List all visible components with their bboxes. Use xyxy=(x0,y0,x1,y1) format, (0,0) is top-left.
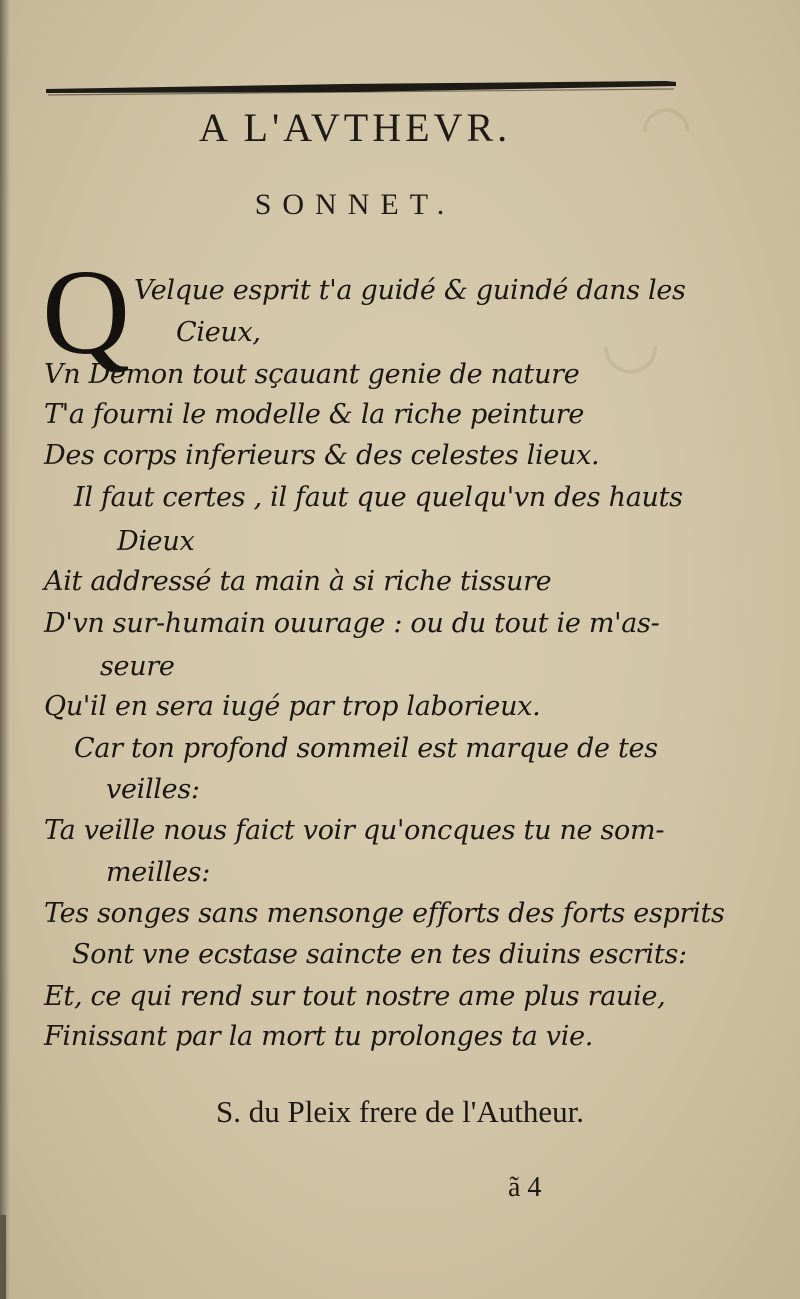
header-rule xyxy=(46,80,676,96)
poem-attribution: S. du Pleix frere de l'Autheur. xyxy=(215,1094,585,1129)
poem-subtitle: SONNET. xyxy=(254,188,456,221)
poem-line: Ait addressé ta main à si riche tissure xyxy=(44,566,552,597)
poem-line: Qu'il en sera iugé par trop laborieux. xyxy=(44,691,541,722)
show-through-mark: ◡ xyxy=(600,304,662,381)
poem-line: Sont vne ecstase saincte en tes diuins escrits: xyxy=(72,939,687,970)
poem-line: Il faut certes , il faut que quelqu'vn des hauts xyxy=(74,482,683,513)
poem-line: Et, ce qui rend sur tout nostre ame plus rauie, xyxy=(44,981,666,1012)
page-binding-edge xyxy=(0,1215,6,1299)
signature-mark: ã 4 xyxy=(508,1172,542,1203)
poem-line: Cieux, xyxy=(176,317,261,348)
show-through-mark: ◠ xyxy=(640,94,693,160)
poem-line: Tes songes sans mensonge efforts des forts esprits xyxy=(44,898,725,929)
page-heading: A L'AVTHEVR. xyxy=(198,105,512,150)
poem-line: Car ton profond sommeil est marque de tes xyxy=(74,733,658,764)
poem-line: Finissant par la mort tu prolonges ta vie. xyxy=(44,1021,594,1052)
poem-line: Velque esprit t'a guidé & guindé dans les xyxy=(134,275,686,306)
poem-line: Vn Demon tout sçauant genie de nature xyxy=(44,359,580,390)
poem-line: seure xyxy=(100,651,175,682)
poem-line: veilles: xyxy=(106,774,200,805)
drop-capital: Q xyxy=(42,245,131,380)
poem-line: meilles: xyxy=(106,857,211,888)
poem-line: Des corps inferieurs & des celestes lieux. xyxy=(44,440,600,471)
poem-line: D'vn sur-humain ouurage : ou du tout ie m'as- xyxy=(44,608,660,639)
poem-line: Dieux xyxy=(117,526,195,557)
poem-line: T'a fourni le modelle & la riche peinture xyxy=(44,399,585,430)
poem-line: Ta veille nous faict voir qu'oncques tu ne som- xyxy=(44,815,665,846)
